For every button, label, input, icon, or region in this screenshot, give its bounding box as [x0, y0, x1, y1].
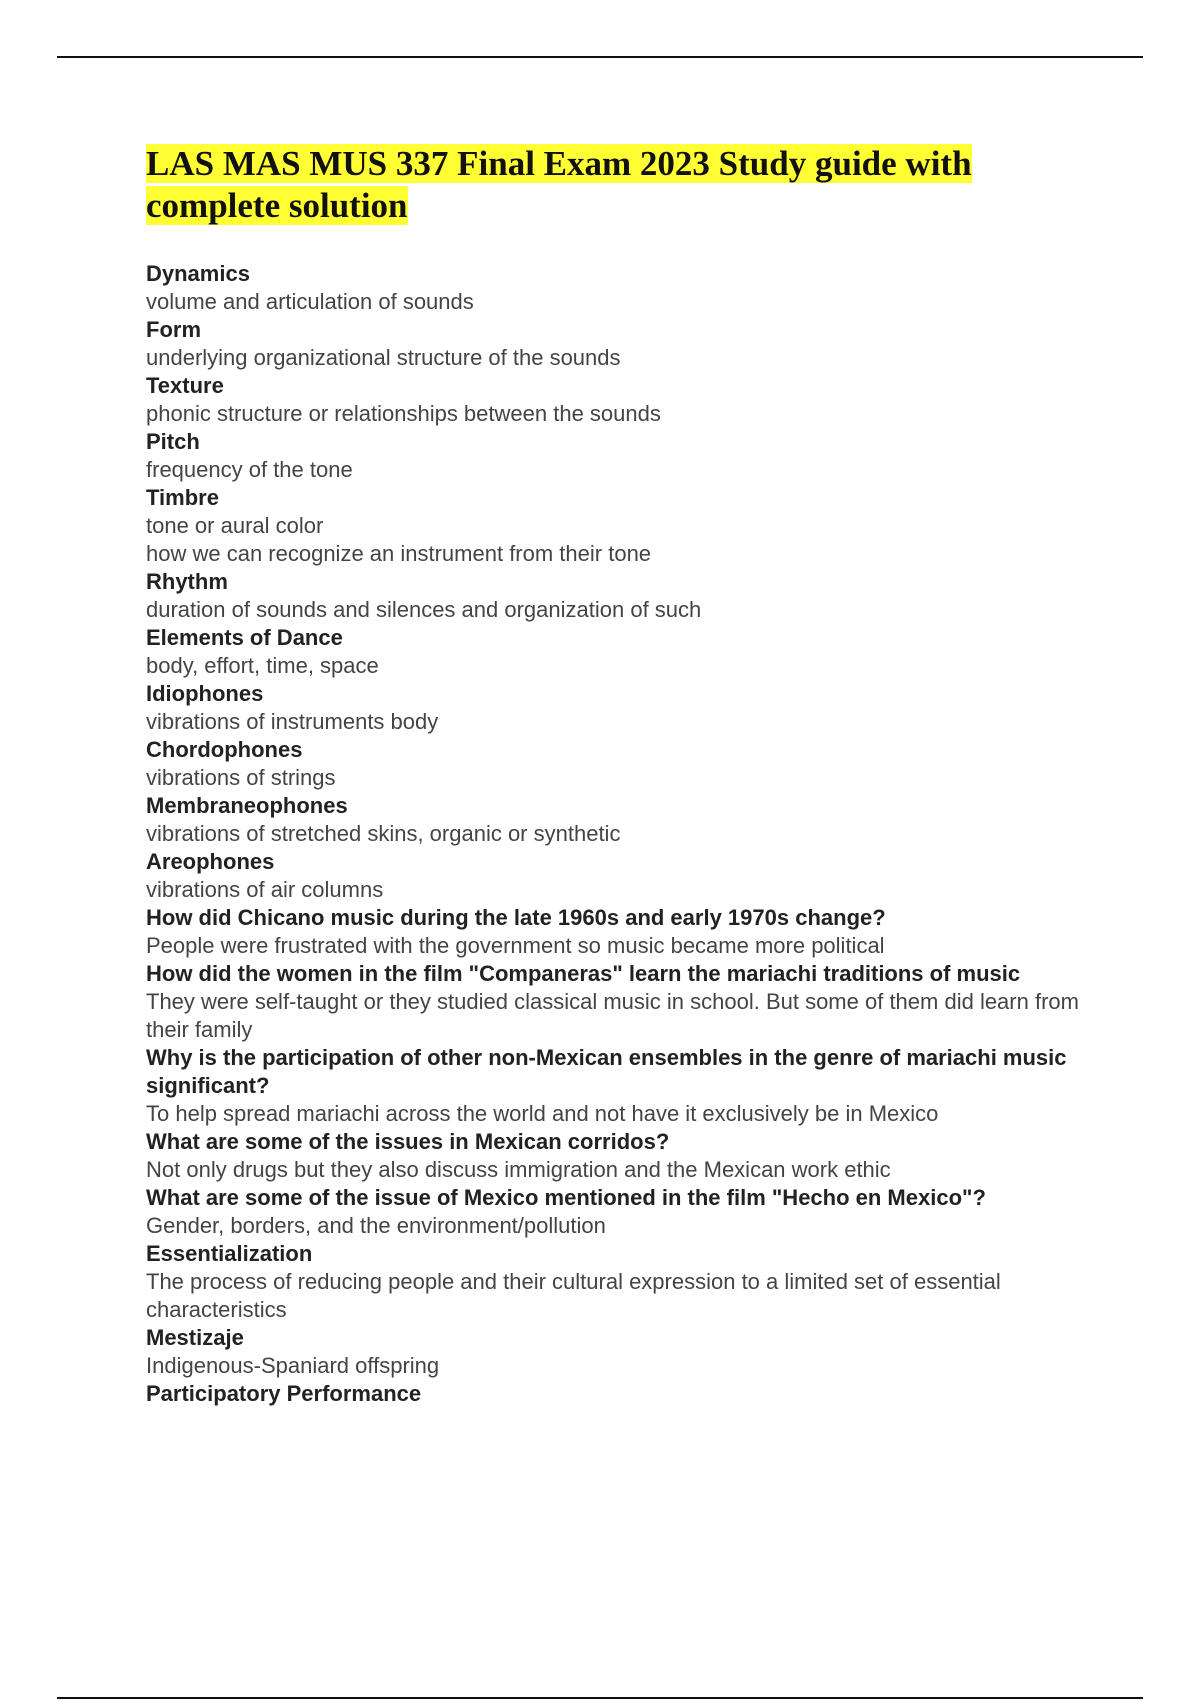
entry-pitch: [146, 428, 1086, 484]
entry-term: How did Chicano music during the late 1960s and early 1970s change?: [146, 905, 886, 930]
entry-term: Membraneophones: [146, 793, 348, 818]
entry-definition: They were self-taught or they studied classical music in school. But some of them did learn from their family: [146, 989, 1079, 1042]
entry-timbre: [146, 484, 1086, 568]
entry-participatory-performance: [146, 1380, 1086, 1408]
entry-definition: body, effort, time, space: [146, 653, 379, 678]
entry-term: Form: [146, 317, 201, 342]
top-rule: [57, 56, 1143, 58]
document-title: [146, 143, 1086, 227]
entry-membraneophones: [146, 792, 1086, 848]
entry-dynamics: [146, 260, 1086, 316]
entry-definition: vibrations of air columns: [146, 877, 384, 902]
bottom-rule: [57, 1697, 1143, 1699]
entry-definition: tone or aural color: [146, 513, 324, 538]
entry-definition-extra: how we can recognize an instrument from their tone: [146, 541, 652, 566]
entry-term: Essentialization: [146, 1241, 313, 1266]
entry-definition: Not only drugs but they also discuss immigration and the Mexican work ethic: [146, 1157, 891, 1182]
entry-mestizaje: [146, 1324, 1086, 1380]
entry-term: Rhythm: [146, 569, 228, 594]
entry-term: Mestizaje: [146, 1325, 244, 1350]
entry-definition: volume and articulation of sounds: [146, 289, 474, 314]
entry-term: Idiophones: [146, 681, 264, 706]
entry-form: [146, 316, 1086, 372]
entry-definition: vibrations of instruments body: [146, 709, 439, 734]
entry-corridos-question: [146, 1128, 1086, 1184]
entry-essentialization: [146, 1240, 1086, 1324]
document-body: [146, 143, 1086, 1408]
entry-term: Areophones: [146, 849, 275, 874]
entry-rhythm: [146, 568, 1086, 624]
entry-term: Pitch: [146, 429, 200, 454]
entry-term: Chordophones: [146, 737, 303, 762]
title-highlight: LAS MAS MUS 337 Final Exam 2023 Study guide with complete solution: [146, 144, 972, 225]
entry-definition: The process of reducing people and their cultural expression to a limited set of essential characteristics: [146, 1269, 1001, 1322]
entry-term: How did the women in the film "Companeras" learn the mariachi traditions of music: [146, 961, 1021, 986]
entry-companeras-question: [146, 960, 1086, 1044]
glossary-list: [146, 260, 1086, 1408]
entry-hecho-en-mexico-question: [146, 1184, 1086, 1240]
entry-idiophones: [146, 680, 1086, 736]
entry-term: Participatory Performance: [146, 1381, 422, 1406]
entry-definition: duration of sounds and silences and organization of such: [146, 597, 702, 622]
entry-non-mexican-ensembles-question: [146, 1044, 1086, 1128]
entry-term: Dynamics: [146, 261, 250, 286]
entry-definition: vibrations of stretched skins, organic or synthetic: [146, 821, 621, 846]
entry-elements-of-dance: [146, 624, 1086, 680]
entry-definition: frequency of the tone: [146, 457, 353, 482]
entry-definition: vibrations of strings: [146, 765, 336, 790]
entry-areophones: [146, 848, 1086, 904]
entry-definition: Gender, borders, and the environment/pollution: [146, 1213, 606, 1238]
entry-chordophones: [146, 736, 1086, 792]
entry-texture: [146, 372, 1086, 428]
entry-definition: phonic structure or relationships between the sounds: [146, 401, 661, 426]
entry-term: Elements of Dance: [146, 625, 343, 650]
entry-term: What are some of the issues in Mexican corridos?: [146, 1129, 670, 1154]
entry-definition: People were frustrated with the government so music became more political: [146, 933, 885, 958]
entry-term: Timbre: [146, 485, 219, 510]
entry-definition: underlying organizational structure of the sounds: [146, 345, 621, 370]
entry-term: What are some of the issue of Mexico mentioned in the film "Hecho en Mexico"?: [146, 1185, 986, 1210]
entry-term: Texture: [146, 373, 224, 398]
entry-term: Why is the participation of other non-Mexican ensembles in the genre of mariachi music significant?: [146, 1045, 1067, 1098]
entry-definition: To help spread mariachi across the world and not have it exclusively be in Mexico: [146, 1101, 939, 1126]
entry-chicano-music-question: [146, 904, 1086, 960]
entry-definition: Indigenous-Spaniard offspring: [146, 1353, 440, 1378]
